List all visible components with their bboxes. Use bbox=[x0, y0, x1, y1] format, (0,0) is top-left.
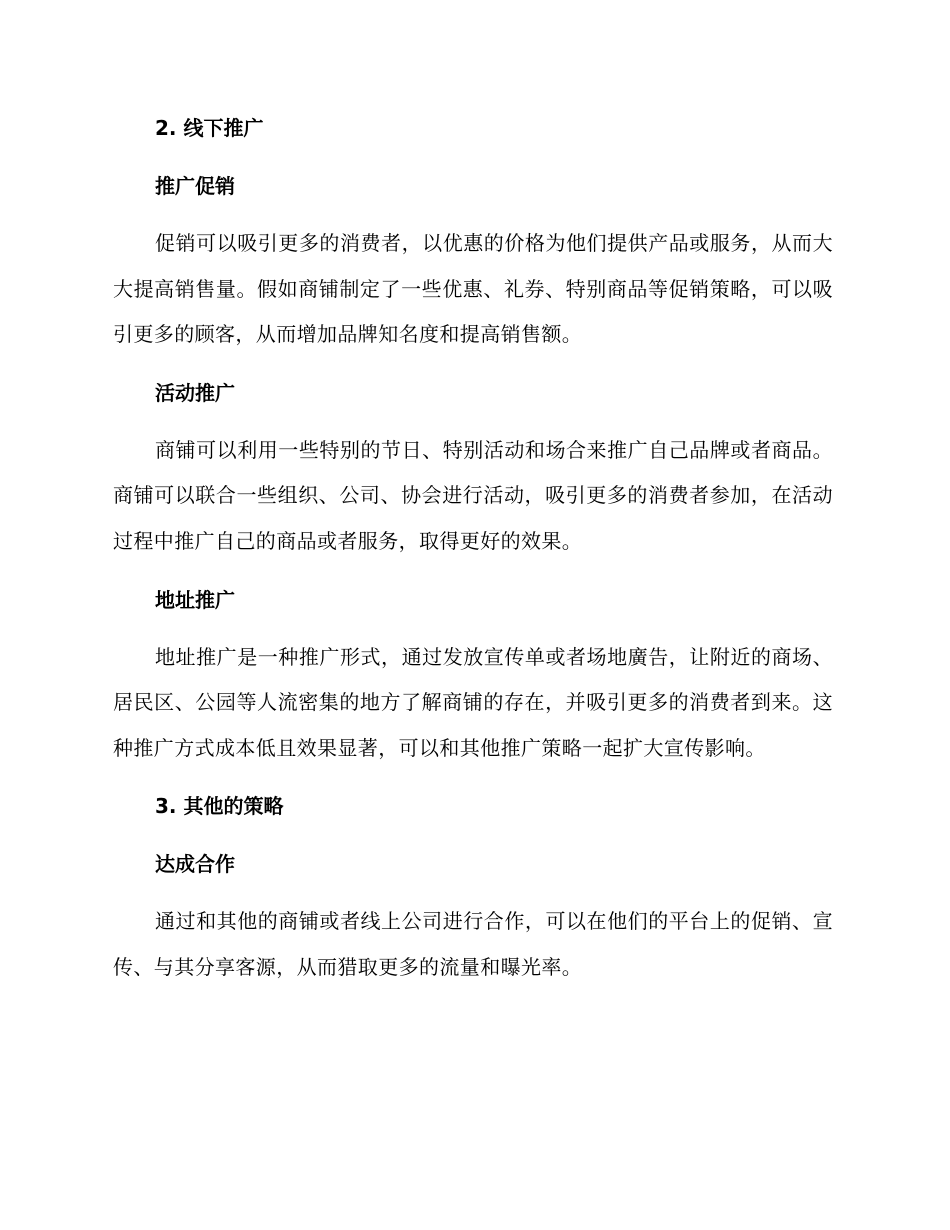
section-heading-other: 3. 其他的策略 bbox=[155, 794, 284, 819]
paragraph-address: 地址推广是一种推广形式，通过发放宣传单或者场地廣告，让附近的商场、居民区、公园等人流密集的地方了解商铺的存在，并吸引更多的消费者到来。这种推广方式成本低且效果显著，可以和其他推广策略一起扩大宣传影响。 bbox=[113, 644, 833, 760]
subheading-event: 活动推广 bbox=[155, 380, 235, 405]
paragraph-cooperation: 通过和其他的商铺或者线上公司进行合作，可以在他们的平台上的促销、宣传、与其分享客源，从而猎取更多的流量和曝光率。 bbox=[113, 909, 833, 979]
document-content bbox=[113, 105, 833, 991]
subheading-cooperation: 达成合作 bbox=[155, 852, 235, 877]
subheading-promotion: 推广促销 bbox=[155, 174, 235, 198]
subheading-address: 地址推广 bbox=[155, 587, 235, 612]
section-heading-offline: 2. 线下推广 bbox=[155, 116, 264, 140]
paragraph-event: 商铺可以利用一些特别的节日、特别活动和场合来推广自己品牌或者商品。商铺可以联合一些组织、公司、协会进行活动，吸引更多的消费者参加，在活动过程中推广自己的商品或者服务，取得更好的效果。 bbox=[113, 437, 833, 553]
paragraph-promotion: 促销可以吸引更多的消费者，以优惠的价格为他们提供产品或服务，从而大大提高销售量。假如商铺制定了一些优惠、礼券、特别商品等促销策略，可以吸引更多的顾客，从而增加品牌知名度和提高销售额。 bbox=[113, 231, 833, 347]
